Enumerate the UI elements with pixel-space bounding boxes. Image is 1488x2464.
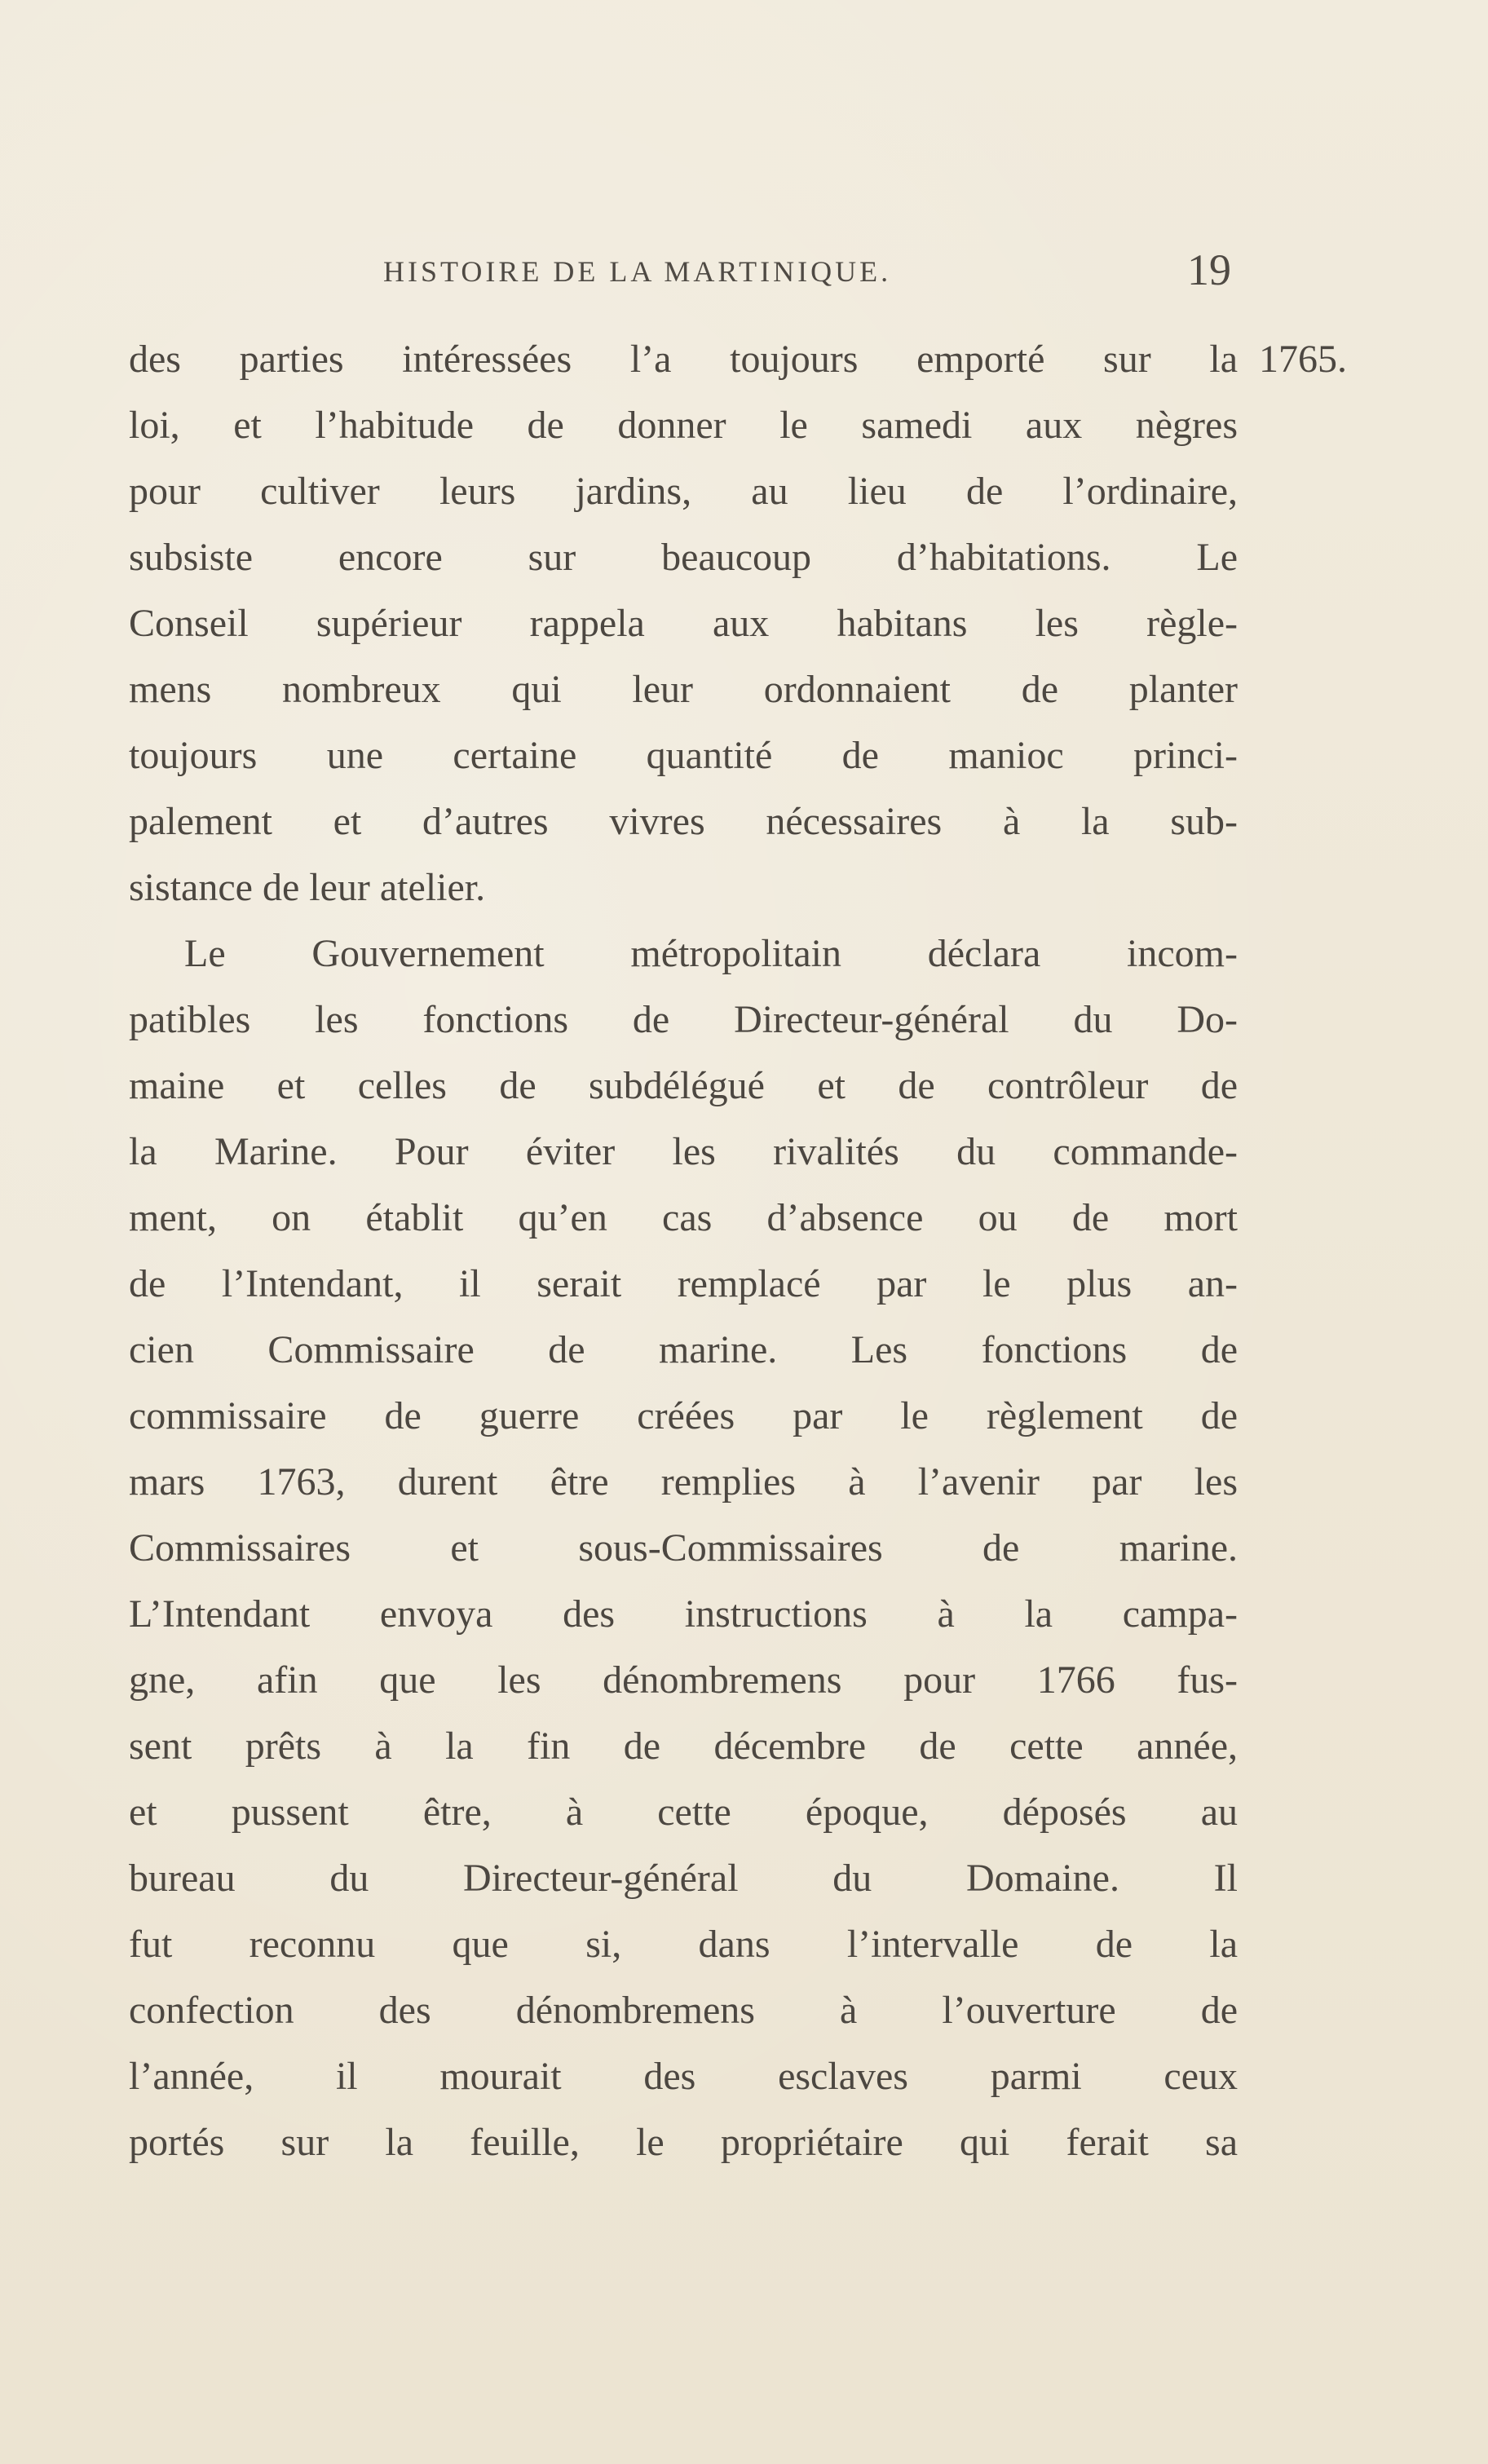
text-line: Commissaires et sous-Commissaires de marine.	[129, 1526, 1238, 1570]
text-line: mars 1763, durent être remplies à l’avenir par les	[129, 1460, 1238, 1504]
text-line: bureau du Directeur-général du Domaine. Il	[129, 1857, 1238, 1900]
text-line: subsiste encore sur beaucoup d’habitations. Le	[129, 536, 1238, 579]
running-head	[383, 245, 1231, 310]
text-line: L’Intendant envoya des instructions à la campa-	[129, 1592, 1238, 1636]
text-line: l’année, il mourait des esclaves parmi ceux	[129, 2055, 1238, 2098]
text-line: cien Commissaire de marine. Les fonctions de	[129, 1328, 1238, 1371]
text-line: gne, afin que les dénombremens pour 1766 fus-	[129, 1658, 1238, 1702]
page-number: 19	[1187, 245, 1231, 294]
text-line: ment, on établit qu’en cas d’absence ou de mort	[129, 1196, 1238, 1239]
text-line: sent prêts à la fin de décembre de cette année,	[129, 1724, 1238, 1768]
text-line: des parties intéressées l’a toujours emporté sur la	[129, 338, 1238, 381]
margin-year-note: 1765.	[1259, 338, 1347, 381]
text-line: portés sur la feuille, le propriétaire qui ferait sa	[129, 2121, 1238, 2164]
text-line: la Marine. Pour éviter les rivalités du commande-	[129, 1130, 1238, 1173]
text-line: mens nombreux qui leur ordonnaient de planter	[129, 668, 1238, 711]
text-line: et pussent être, à cette époque, déposés au	[129, 1791, 1238, 1834]
text-line: de l’Intendant, il serait remplacé par le plus an-	[129, 1262, 1238, 1305]
text-line: patibles les fonctions de Directeur-général du Do-	[129, 998, 1238, 1041]
text-line: maine et celles de subdélégué et de contrôleur de	[129, 1064, 1238, 1107]
paragraph-end-line: sistance de leur atelier.	[129, 866, 486, 909]
text-line: pour cultiver leurs jardins, au lieu de l’ordinaire,	[129, 470, 1238, 513]
text-line: loi, et l’habitude de donner le samedi aux nègres	[129, 404, 1238, 447]
body-text	[129, 326, 1238, 2175]
paragraph-start-line: Le Gouvernement métropolitain déclara incom-	[184, 932, 1238, 975]
text-line: fut reconnu que si, dans l’intervalle de la	[129, 1923, 1238, 1966]
text-line: commissaire de guerre créées par le règlement de	[129, 1394, 1238, 1437]
text-line: palement et d’autres vivres nécessaires à la sub-	[129, 800, 1238, 843]
running-title: HISTOIRE DE LA MARTINIQUE.	[383, 255, 892, 288]
text-line: toujours une certaine quantité de manioc princi-	[129, 734, 1238, 777]
text-line: confection des dénombremens à l’ouverture de	[129, 1989, 1238, 2032]
text-line: Conseil supérieur rappela aux habitans les règle-	[129, 602, 1238, 645]
